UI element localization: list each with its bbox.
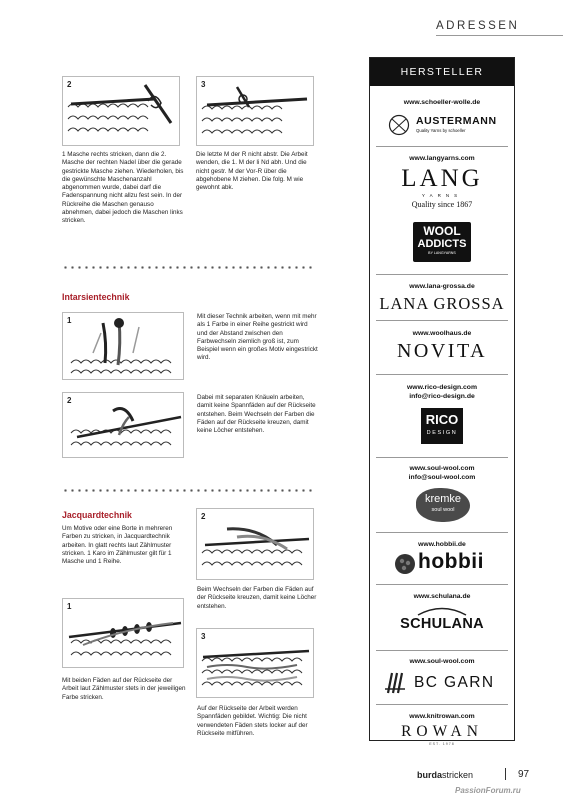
figure-jacquard-2 [196,508,314,580]
logo-addicts: ADDICTS [417,238,467,250]
manufacturer-url[interactable]: www.rico-design.com [407,384,477,391]
separator [376,704,508,705]
logo-austermann-text: AUSTERMANN [416,115,497,127]
heading-intarsia: Intarsientechnik [62,292,130,302]
logo-kremke-text: kremke [424,493,462,505]
knitting-illustration [63,313,184,380]
manufacturer-url[interactable]: www.lana-grossa.de [409,283,475,290]
austermann-mark-icon [388,114,410,136]
separator [376,274,508,275]
figure-number: 3 [201,80,206,89]
knitting-illustration [197,629,314,698]
kremke-logo [416,488,470,522]
rowan-logo: ROWAN [401,723,483,740]
austermann-logo [370,112,514,138]
separator [376,374,508,375]
text-jacquard-mid: Beim Wechseln der Farben die Fäden auf der Rückseite kreuzen, damit keine Löcher entstehen. [197,586,317,610]
logo-lang-yarns: YARNS [421,193,463,198]
separator [376,457,508,458]
figure-jacquard-3 [196,628,314,698]
figure-number: 1 [67,316,72,325]
manufacturer-url[interactable]: www.soul-wool.com [409,658,475,665]
logo-lang-text: LANG [401,165,483,192]
figure-intarsia-1 [62,312,184,380]
separator [376,320,508,321]
text-jacquard-intro: Um Motive oder eine Borte in mehreren Farben zu stricken, in Jacquardtechnik arbeiten. In glatt rechts laut Zählmuster stricken. 1 Karo im Zählmuster gilt für 1 Masche und 1 Reihe. [62,525,173,566]
figure-number: 1 [67,602,72,611]
dotted-divider [62,489,312,492]
figure-number: 3 [201,632,206,641]
logo-wool: WOOL [423,224,461,238]
lana-grossa-logo: LANA GROSSA [379,294,505,313]
novita-logo: NOVITA [396,340,488,362]
separator [376,650,508,651]
text-jacquard-left: Mit beiden Fäden auf der Rückseite der Arbeit laut Zählmuster stets in der jeweiligen Farbe stricken. [62,677,186,701]
bc-garn-logo [370,670,514,698]
footer-brand-rest: stricken [442,770,474,780]
logo-soul-wool: soul wool [431,507,455,513]
manufacturer-url[interactable]: www.soul-wool.com [409,465,475,472]
knitting-illustration [63,393,184,458]
figure-number: 2 [67,80,72,89]
logo-lang-tagline: Quality since 1867 [411,200,473,209]
lang-logo [370,166,514,216]
separator [376,532,508,533]
rico-logo [421,408,463,444]
hobbii-logo [370,551,514,577]
sidebar-header: HERSTELLER [370,58,514,86]
figure-intarsia-2 [62,392,184,458]
footer-separator [505,768,506,780]
section-title: ADRESSEN [436,20,520,32]
logo-rico-design: DESIGN [426,430,458,436]
heading-jacquard: Jacquardtechnik [62,510,132,520]
footer-brand [417,770,473,780]
figure-number: 2 [67,396,72,405]
text-decrease-right: Die letzte M der R nicht abstr. Die Arbeit wenden, die 1. M der li Nd abh. Und die nicht gestr. M der Vor-R über die abgehobene M ziehen. Die folg. M wie gewohnt abk. [196,151,308,192]
footer-brand-bold: burda [417,770,443,780]
manufacturer-url[interactable]: www.schoeller-wolle.de [403,99,481,106]
figure-jacquard-1 [62,598,184,668]
page-number: 97 [518,769,530,780]
schulana-arc-icon [416,606,468,616]
knitting-illustration [197,77,314,146]
manufacturer-email[interactable]: info@soul-wool.com [408,474,476,481]
separator [376,584,508,585]
figure-decrease-step-2 [62,76,180,146]
logo-rico-text: RICO [425,412,459,427]
knitting-illustration [63,77,180,146]
manufacturer-url[interactable]: www.knitrowan.com [409,713,475,720]
section-rule [436,35,563,36]
logo-austermann-sub: Quality Yarns by schoeller [416,128,466,133]
schulana-logo [370,606,514,636]
text-intarsia-1: Mit dieser Technik arbeiten, wenn mit mehr als 1 Farbe in einer Reihe gestrickt wird und der Abstand zwischen den Farbwechseln ziemlich groß ist, zum Beispiel wenn ein großes Motiv eingestrickt wird. [197,313,318,362]
text-decrease-left: 1 Masche rechts stricken, dann die 2. Masche der rechten Nadel über die gerade gestrickte Masche ziehen. Wiederholen, bis die gewünschte Maschenanzahl abgenommen wurde, dabei darf die Fadenspannung nicht allzu fest sein. In der Rückreihe die Maschen genauso abnehmen, dabei jedoch die Maschen links stricken. [62,151,184,225]
figure-number: 2 [201,512,206,521]
watermark: PassionForum.ru [455,786,521,795]
dotted-divider [62,266,312,269]
manufacturers-sidebar [369,57,515,746]
wool-addicts-logo [413,222,471,262]
separator [376,146,508,147]
hobbii-yarn-icon [394,553,416,575]
logo-hobbii-text: hobbii [418,550,484,573]
text-jacquard-right: Auf der Rückseite der Arbeit werden Spannfäden gebildet. Wichtig: Die nicht verwendeten Fäden stets locker auf der Rückseite mitführen. [197,705,308,737]
figure-decrease-step-3 [196,76,314,146]
manufacturer-url[interactable]: www.woolhaus.de [412,330,472,337]
manufacturer-url[interactable]: www.hobbii.de [418,541,466,548]
manufacturer-url[interactable]: www.langyarns.com [409,155,475,162]
rowan-est: EST. 1978 [429,742,455,746]
manufacturer-url[interactable]: www.schulana.de [413,593,471,600]
logo-bc-garn-text: BC GARN [414,674,495,691]
logo-by-lang: BY LANGYARNS [428,251,456,255]
logo-schulana-text: SCHULANA [400,616,484,632]
text-intarsia-2: Dabei mit separaten Knäueln arbeiten, damit keine Spannfäden auf der Rückseite entstehen. Beim Wechseln der Farben die Fäden auf der Rückseite kreuzen, damit keine Löcher entstehen. [197,394,316,435]
knitting-illustration [63,599,184,668]
manufacturer-email[interactable]: info@rico-design.de [409,393,475,400]
bc-garn-stripes-icon [384,671,406,695]
knitting-illustration [197,509,314,580]
